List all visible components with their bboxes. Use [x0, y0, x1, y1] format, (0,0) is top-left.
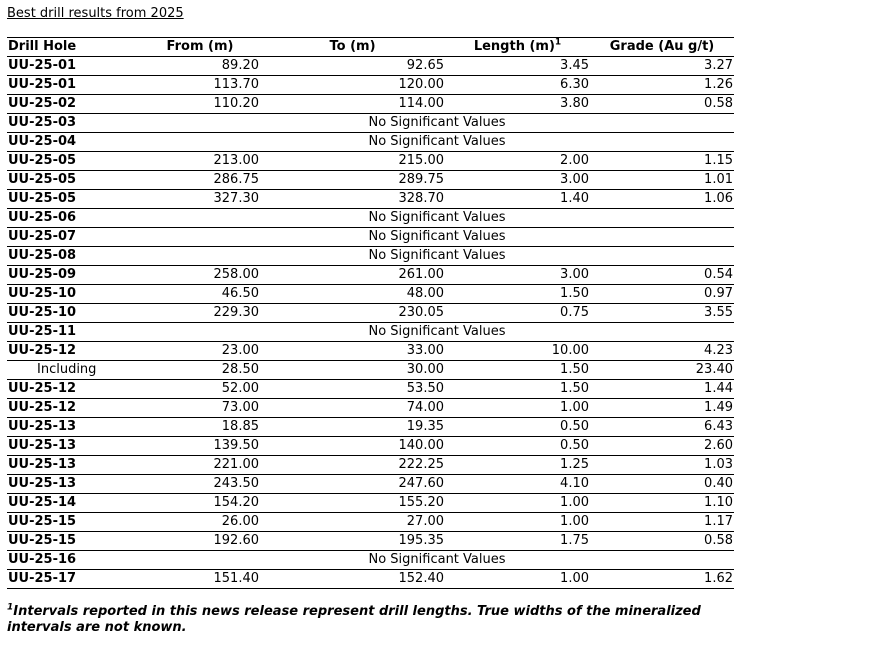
from-cell: 73.00 — [140, 399, 260, 418]
to-cell: 230.05 — [260, 304, 445, 323]
table-header-row — [7, 38, 734, 57]
table-row — [7, 494, 734, 513]
from-cell: 243.50 — [140, 475, 260, 494]
grade-cell: 1.17 — [590, 513, 734, 532]
drill-hole-cell: UU-25-05 — [7, 190, 140, 209]
drill-hole-cell: UU-25-17 — [7, 570, 140, 589]
length-cell: 1.00 — [445, 513, 590, 532]
from-cell: 110.20 — [140, 95, 260, 114]
grade-cell: 1.03 — [590, 456, 734, 475]
drill-hole-cell: UU-25-04 — [7, 133, 140, 152]
grade-cell: 0.54 — [590, 266, 734, 285]
length-cell: 1.00 — [445, 399, 590, 418]
from-cell: 229.30 — [140, 304, 260, 323]
to-cell: 261.00 — [260, 266, 445, 285]
grade-cell: 2.60 — [590, 437, 734, 456]
footnote-superscript: 1 — [7, 602, 14, 613]
table-row — [7, 76, 734, 95]
grade-cell: 6.43 — [590, 418, 734, 437]
to-cell: 328.70 — [260, 190, 445, 209]
from-cell: 18.85 — [140, 418, 260, 437]
grade-cell: 1.01 — [590, 171, 734, 190]
drill-hole-cell: UU-25-12 — [7, 380, 140, 399]
column-header-length — [445, 38, 590, 57]
grade-cell: 3.27 — [590, 57, 734, 76]
drill-hole-cell: UU-25-11 — [7, 323, 140, 342]
from-cell: 154.20 — [140, 494, 260, 513]
grade-cell: 1.26 — [590, 76, 734, 95]
to-cell: 114.00 — [260, 95, 445, 114]
drill-results-table — [7, 37, 734, 589]
drill-hole-cell: UU-25-10 — [7, 285, 140, 304]
grade-cell: 23.40 — [590, 361, 734, 380]
table-row — [7, 57, 734, 76]
footnote — [7, 604, 712, 636]
drill-hole-cell: UU-25-02 — [7, 95, 140, 114]
length-cell: 0.50 — [445, 437, 590, 456]
drill-hole-cell: UU-25-13 — [7, 475, 140, 494]
drill-hole-cell: UU-25-10 — [7, 304, 140, 323]
to-cell: 155.20 — [260, 494, 445, 513]
grade-cell: 1.15 — [590, 152, 734, 171]
to-cell: 53.50 — [260, 380, 445, 399]
to-cell: 74.00 — [260, 399, 445, 418]
length-cell: 1.50 — [445, 380, 590, 399]
column-header-to: To (m) — [260, 38, 445, 57]
drill-hole-cell: UU-25-15 — [7, 532, 140, 551]
length-cell: 3.80 — [445, 95, 590, 114]
table-row — [7, 532, 734, 551]
from-cell: 23.00 — [140, 342, 260, 361]
table-row — [7, 418, 734, 437]
footnote-text: Intervals reported in this news release represent drill lengths. True widths of the mineralized intervals are not known. — [7, 604, 701, 635]
drill-hole-cell: UU-25-12 — [7, 399, 140, 418]
table-row — [7, 380, 734, 399]
to-cell: 215.00 — [260, 152, 445, 171]
table-row — [7, 475, 734, 494]
to-cell: 48.00 — [260, 285, 445, 304]
table-row — [7, 399, 734, 418]
length-cell: 1.75 — [445, 532, 590, 551]
no-significant-values-cell: No Significant Values — [140, 228, 734, 247]
drill-hole-cell: UU-25-08 — [7, 247, 140, 266]
to-cell: 140.00 — [260, 437, 445, 456]
drill-hole-cell: UU-25-01 — [7, 57, 140, 76]
length-cell: 3.45 — [445, 57, 590, 76]
to-cell: 152.40 — [260, 570, 445, 589]
column-header-length-label: Length (m) — [473, 39, 555, 54]
grade-cell: 1.10 — [590, 494, 734, 513]
column-header-grade: Grade (Au g/t) — [590, 38, 734, 57]
drill-hole-cell: UU-25-07 — [7, 228, 140, 247]
length-cell: 4.10 — [445, 475, 590, 494]
table-row — [7, 437, 734, 456]
no-significant-values-cell: No Significant Values — [140, 323, 734, 342]
drill-hole-cell: UU-25-13 — [7, 456, 140, 475]
no-significant-values-cell: No Significant Values — [140, 209, 734, 228]
grade-cell: 0.58 — [590, 532, 734, 551]
drill-hole-cell: Including — [7, 361, 140, 380]
drill-hole-cell: UU-25-16 — [7, 551, 140, 570]
from-cell: 28.50 — [140, 361, 260, 380]
table-row — [7, 190, 734, 209]
length-cell: 1.00 — [445, 494, 590, 513]
drill-hole-cell: UU-25-05 — [7, 171, 140, 190]
drill-hole-cell: UU-25-13 — [7, 418, 140, 437]
table-row — [7, 304, 734, 323]
page-title: Best drill results from 2025 — [7, 6, 184, 21]
from-cell: 139.50 — [140, 437, 260, 456]
table-row — [7, 323, 734, 342]
table-row — [7, 95, 734, 114]
no-significant-values-cell: No Significant Values — [140, 247, 734, 266]
no-significant-values-cell: No Significant Values — [140, 133, 734, 152]
grade-cell: 1.06 — [590, 190, 734, 209]
drill-hole-cell: UU-25-13 — [7, 437, 140, 456]
grade-cell: 4.23 — [590, 342, 734, 361]
length-cell: 1.50 — [445, 285, 590, 304]
table-row — [7, 285, 734, 304]
length-cell: 1.00 — [445, 570, 590, 589]
length-cell: 10.00 — [445, 342, 590, 361]
drill-hole-cell: UU-25-12 — [7, 342, 140, 361]
drill-hole-cell: UU-25-06 — [7, 209, 140, 228]
drill-hole-cell: UU-25-03 — [7, 114, 140, 133]
column-header-from: From (m) — [140, 38, 260, 57]
table-row — [7, 266, 734, 285]
length-cell: 0.50 — [445, 418, 590, 437]
table-row — [7, 361, 734, 380]
length-cell: 1.50 — [445, 361, 590, 380]
table-row — [7, 513, 734, 532]
grade-cell: 0.97 — [590, 285, 734, 304]
from-cell: 213.00 — [140, 152, 260, 171]
table-row — [7, 456, 734, 475]
from-cell: 151.40 — [140, 570, 260, 589]
from-cell: 221.00 — [140, 456, 260, 475]
drill-hole-cell: UU-25-15 — [7, 513, 140, 532]
table-row — [7, 228, 734, 247]
table-row — [7, 171, 734, 190]
drill-hole-cell: UU-25-09 — [7, 266, 140, 285]
footnote-marker: 1 — [554, 37, 562, 48]
to-cell: 247.60 — [260, 475, 445, 494]
grade-cell: 0.58 — [590, 95, 734, 114]
drill-hole-cell: UU-25-14 — [7, 494, 140, 513]
from-cell: 26.00 — [140, 513, 260, 532]
table-row — [7, 342, 734, 361]
to-cell: 33.00 — [260, 342, 445, 361]
no-significant-values-cell: No Significant Values — [140, 551, 734, 570]
to-cell: 195.35 — [260, 532, 445, 551]
table-row — [7, 133, 734, 152]
table-row — [7, 114, 734, 133]
length-cell: 2.00 — [445, 152, 590, 171]
length-cell: 1.25 — [445, 456, 590, 475]
length-cell: 3.00 — [445, 266, 590, 285]
length-cell: 1.40 — [445, 190, 590, 209]
table-row — [7, 247, 734, 266]
from-cell: 52.00 — [140, 380, 260, 399]
to-cell: 19.35 — [260, 418, 445, 437]
grade-cell: 1.44 — [590, 380, 734, 399]
from-cell: 89.20 — [140, 57, 260, 76]
length-cell: 0.75 — [445, 304, 590, 323]
table-row — [7, 551, 734, 570]
column-header-drill-hole: Drill Hole — [7, 38, 140, 57]
to-cell: 92.65 — [260, 57, 445, 76]
from-cell: 258.00 — [140, 266, 260, 285]
grade-cell: 1.62 — [590, 570, 734, 589]
to-cell: 27.00 — [260, 513, 445, 532]
grade-cell: 3.55 — [590, 304, 734, 323]
from-cell: 327.30 — [140, 190, 260, 209]
grade-cell: 0.40 — [590, 475, 734, 494]
length-cell: 6.30 — [445, 76, 590, 95]
to-cell: 120.00 — [260, 76, 445, 95]
drill-hole-cell: UU-25-01 — [7, 76, 140, 95]
to-cell: 289.75 — [260, 171, 445, 190]
table-body — [7, 57, 734, 589]
from-cell: 46.50 — [140, 285, 260, 304]
from-cell: 286.75 — [140, 171, 260, 190]
to-cell: 222.25 — [260, 456, 445, 475]
length-cell: 3.00 — [445, 171, 590, 190]
from-cell: 113.70 — [140, 76, 260, 95]
grade-cell: 1.49 — [590, 399, 734, 418]
table-row — [7, 152, 734, 171]
to-cell: 30.00 — [260, 361, 445, 380]
drill-hole-cell: UU-25-05 — [7, 152, 140, 171]
from-cell: 192.60 — [140, 532, 260, 551]
no-significant-values-cell: No Significant Values — [140, 114, 734, 133]
table-row — [7, 209, 734, 228]
table-row — [7, 570, 734, 589]
